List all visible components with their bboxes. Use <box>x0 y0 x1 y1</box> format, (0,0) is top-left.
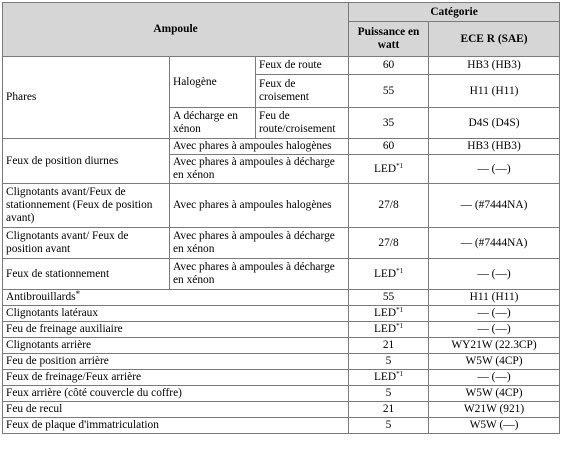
phares-feux-croisement: Feux de croisement <box>256 75 349 108</box>
diurnes-xenon-code: — (—) <box>429 155 560 184</box>
stationnement-cond: Avec phares à ampoules à décharge en xénon <box>170 259 349 290</box>
clignotants-avant-stationnement-watt: 27/8 <box>349 184 429 228</box>
row-label-freinage-auxiliaire: Feu de freinage auxiliaire <box>3 322 349 338</box>
row-label-arriere-coffre: Feux arrière (côté couvercle du coffre) <box>3 386 349 402</box>
clignotants-avant-position-cond: Avec phares à ampoules à décharge en xénon <box>170 228 349 259</box>
phares-feux-croisement-code: H11 (H11) <box>429 75 560 108</box>
row-label-diurnes: Feux de position diurnes <box>3 139 170 184</box>
clignotants-avant-position-code: — (#7444NA) <box>429 228 560 259</box>
footnote-mark: *1 <box>396 161 404 170</box>
phares-halogene: Halogène <box>170 57 256 108</box>
led-text: LED <box>373 307 397 319</box>
arriere-coffre-watt: 5 <box>349 386 429 402</box>
row-label-clignotants-avant-position: Clignotants avant/ Feux de position avant <box>3 228 170 259</box>
freinage-auxiliaire-watt <box>349 322 429 338</box>
header-puissance: Puissance en watt <box>349 22 429 57</box>
footnote-mark: *1 <box>396 322 404 330</box>
row-label-clignotants-lateraux: Clignotants latéraux <box>3 306 349 322</box>
phares-route-croisement: Feu de route/croisement <box>256 108 349 139</box>
row-label-antibrouillards <box>3 290 349 306</box>
row-label-clignotants-arriere: Clignotants arrière <box>3 338 349 354</box>
freinage-arriere-watt <box>349 370 429 386</box>
clignotants-avant-stationnement-code: — (#7444NA) <box>429 184 560 228</box>
clignotants-arriere-watt: 21 <box>349 338 429 354</box>
phares-feux-route-code: HB3 (HB3) <box>429 57 560 75</box>
phares-feux-croisement-watt: 55 <box>349 75 429 108</box>
row-label-plaque: Feux de plaque d'immatriculation <box>3 418 349 434</box>
antibrouillards-code: H11 (H11) <box>429 290 560 306</box>
diurnes-xenon-watt <box>349 155 429 184</box>
arriere-coffre-code: W5W (4CP) <box>429 386 560 402</box>
row-label-position-arriere: Feu de position arrière <box>3 354 349 370</box>
antibrouillards-watt: 55 <box>349 290 429 306</box>
recul-code: W21W (921) <box>429 402 560 418</box>
row-label-recul: Feu de recul <box>3 402 349 418</box>
header-ece: ECE R (SAE) <box>429 22 560 57</box>
diurnes-halogene-code: HB3 (HB3) <box>429 139 560 155</box>
asterisk-mark: * <box>75 289 81 299</box>
phares-route-croisement-watt: 35 <box>349 108 429 139</box>
row-label-clignotants-avant-stationnement: Clignotants avant/Feux de stationnement (Feux de position avant) <box>3 184 170 228</box>
position-arriere-code: W5W (4CP) <box>429 354 560 370</box>
footnote-mark: *1 <box>396 370 404 378</box>
clignotants-arriere-code: WY21W (22.3CP) <box>429 338 560 354</box>
clignotants-avant-stationnement-cond: Avec phares à ampoules halogènes <box>170 184 349 228</box>
stationnement-code: — (—) <box>429 259 560 290</box>
phares-feux-route-watt: 60 <box>349 57 429 75</box>
phares-route-croisement-code: D4S (D4S) <box>429 108 560 139</box>
header-ampoule: Ampoule <box>3 3 349 57</box>
diurnes-xenon-cond: Avec phares à ampoules à décharge en xénon <box>170 155 349 184</box>
freinage-auxiliaire-code: — (—) <box>429 322 560 338</box>
freinage-arriere-code: — (—) <box>429 370 560 386</box>
plaque-code: W5W (—) <box>429 418 560 434</box>
led-text: LED <box>373 371 397 383</box>
plaque-watt: 5 <box>349 418 429 434</box>
row-label-freinage-arriere: Feux de freinage/Feux arrière <box>3 370 349 386</box>
phares-decharge-xenon: A décharge en xénon <box>170 108 256 139</box>
led-text: LED <box>373 267 397 280</box>
footnote-mark: *1 <box>396 266 404 275</box>
led-text: LED <box>373 162 397 175</box>
footnote-mark: *1 <box>396 306 404 314</box>
diurnes-halogene-watt: 60 <box>349 139 429 155</box>
header-categorie: Catégorie <box>349 3 560 22</box>
phares-feux-route: Feux de route <box>256 57 349 75</box>
stationnement-watt <box>349 259 429 290</box>
diurnes-halogene-cond: Avec phares à ampoules halogènes <box>170 139 349 155</box>
clignotants-lateraux-watt <box>349 306 429 322</box>
recul-watt: 21 <box>349 402 429 418</box>
position-arriere-watt: 5 <box>349 354 429 370</box>
led-text: LED <box>373 323 397 335</box>
clignotants-avant-position-watt: 27/8 <box>349 228 429 259</box>
row-label-stationnement: Feux de stationnement <box>3 259 170 290</box>
clignotants-lateraux-code: — (—) <box>429 306 560 322</box>
antibrouillards-text: Antibrouillards <box>6 291 76 303</box>
row-label-phares: Phares <box>3 57 170 139</box>
bulb-specification-table <box>2 2 560 434</box>
